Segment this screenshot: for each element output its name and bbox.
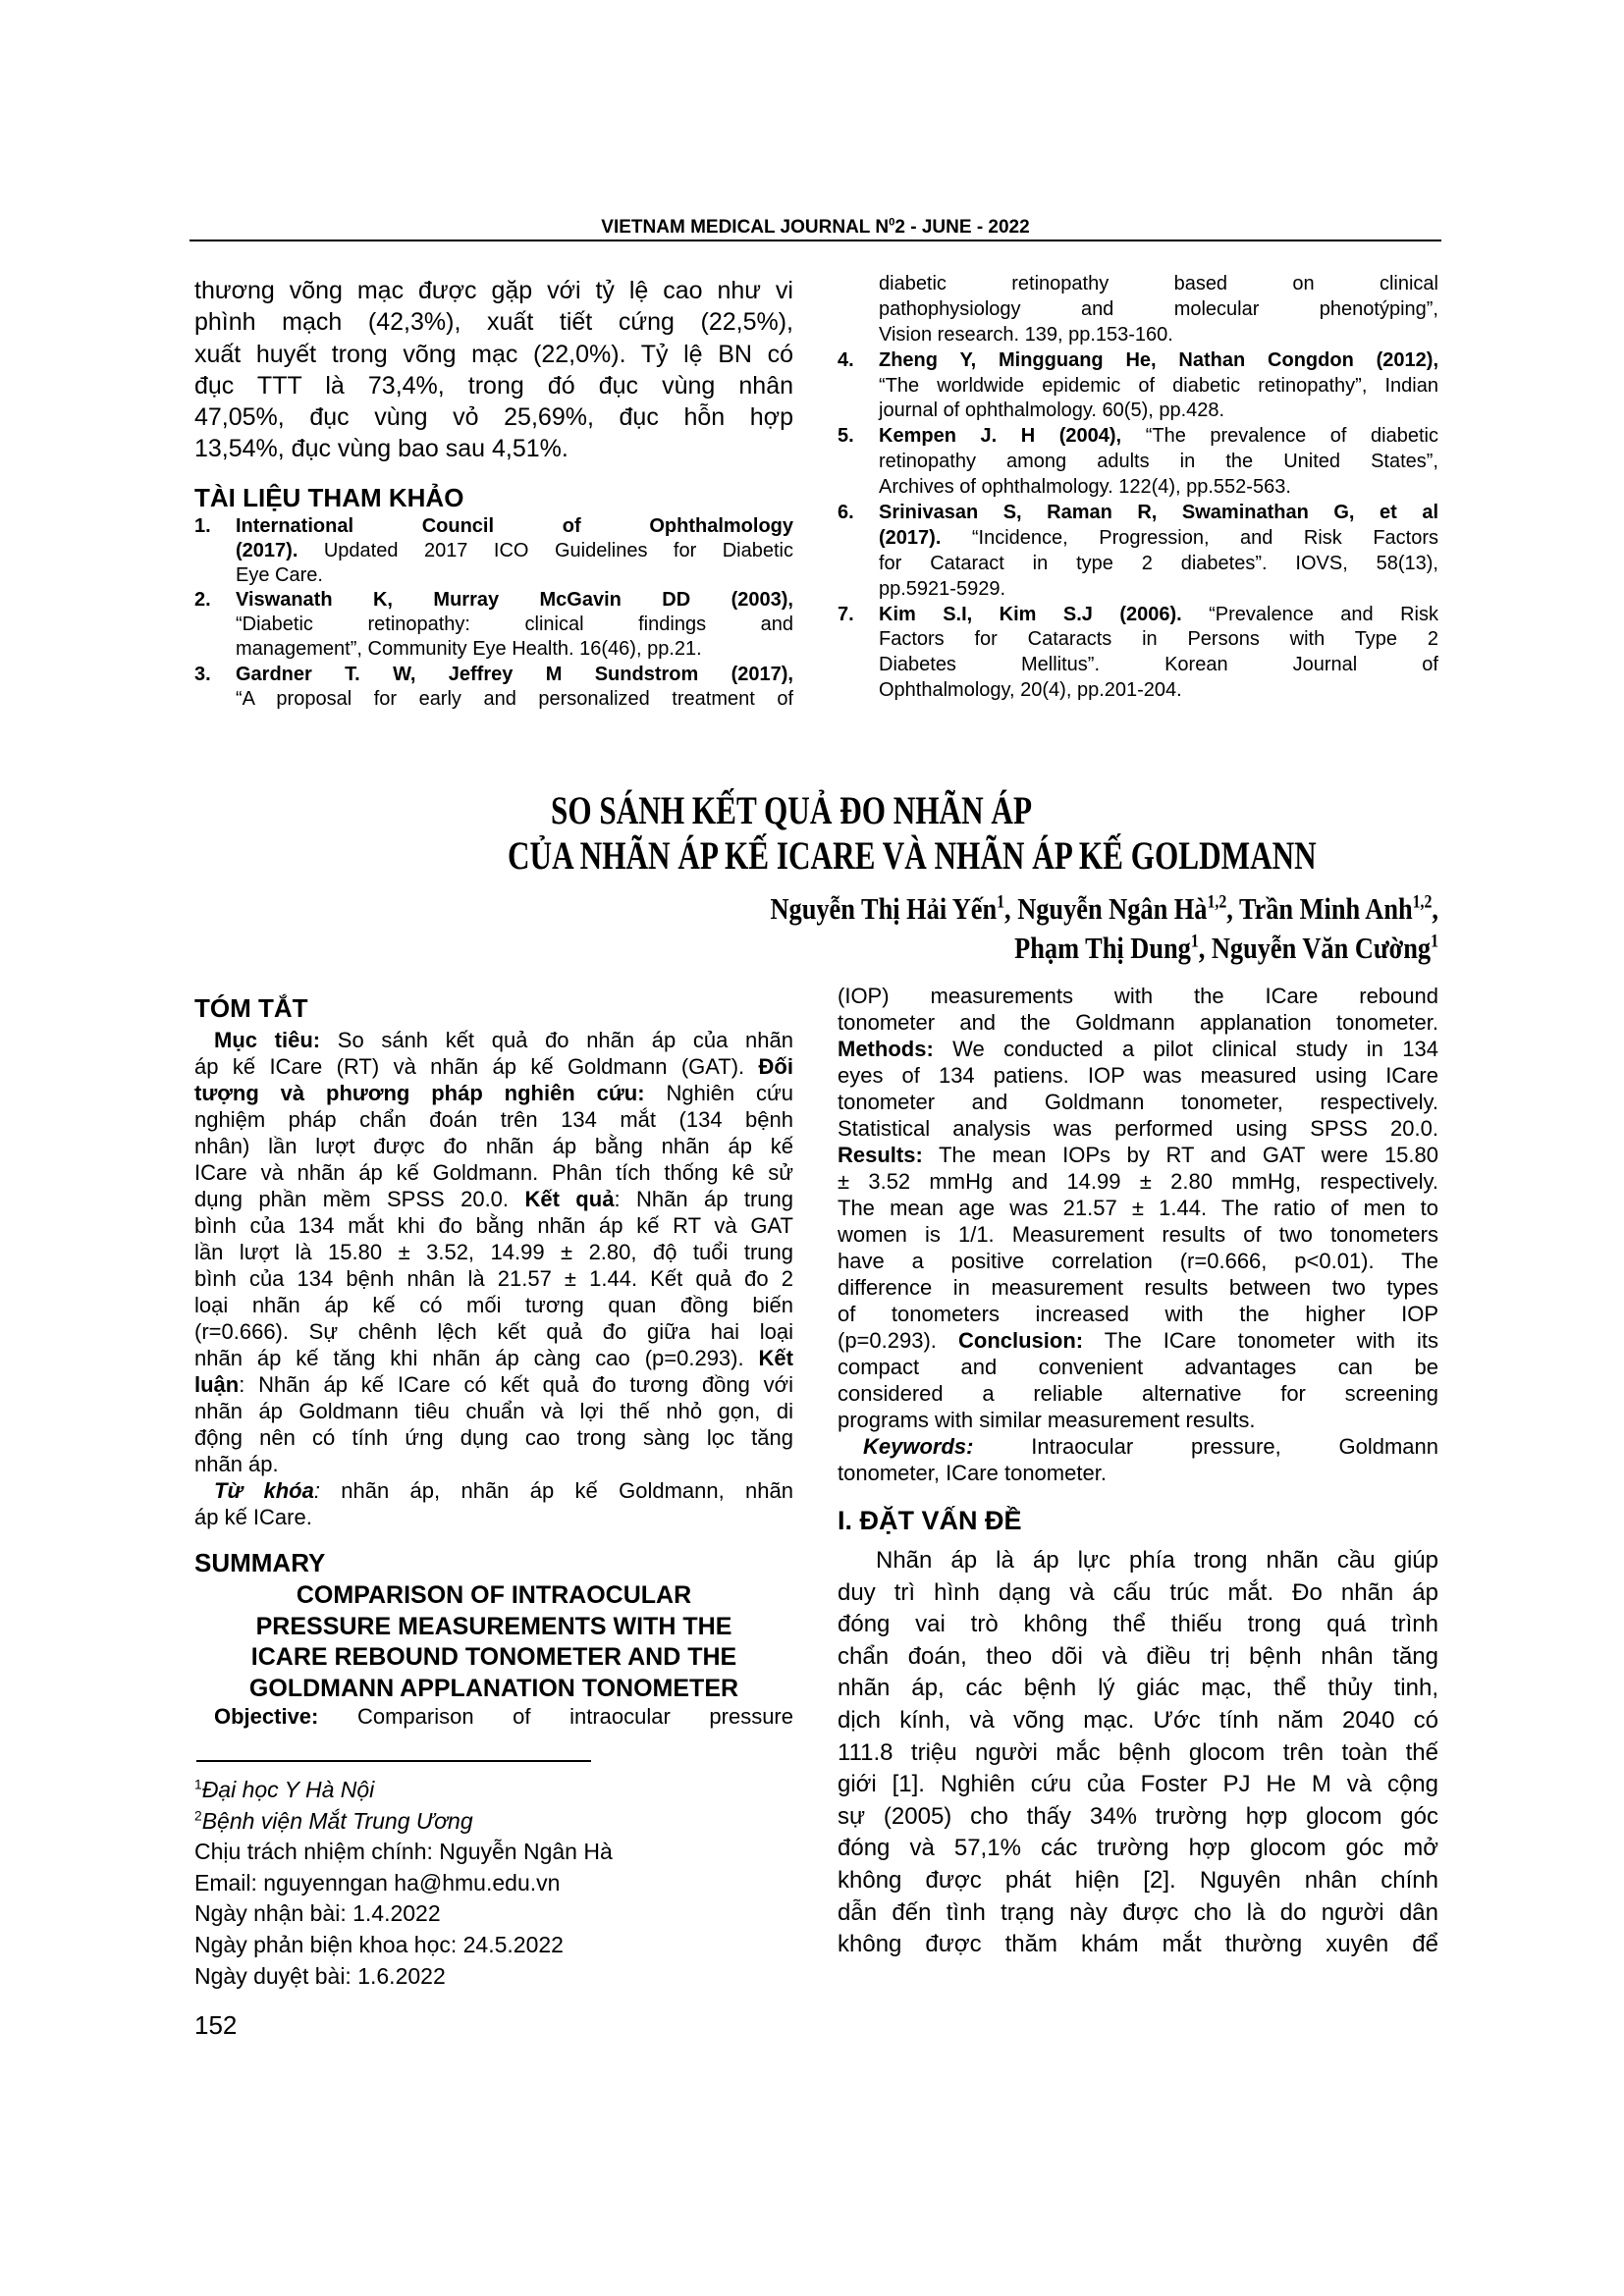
previous-article-conclusion <box>194 275 793 465</box>
text-line <box>838 1577 1438 1610</box>
text-run: tonometer and Goldmann tonometer, respectively. <box>838 1090 1438 1114</box>
text-line <box>879 501 1438 526</box>
text-run: , Nguyễn Ngân Hà <box>1004 891 1208 926</box>
text-run: Nghiên cứu <box>644 1081 794 1105</box>
tu-khoa-keywords <box>194 1477 793 1530</box>
text-run: duy trì hình dạng và cấu trúc mắt. Đo nhãn áp <box>838 1578 1438 1606</box>
text-line <box>838 1769 1438 1801</box>
text-run: management”, Community Eye Health. 16(46), pp.21. <box>236 638 702 661</box>
text-line <box>194 1477 793 1504</box>
text-run: lần lượt là 15.80 ± 3.52, 14.99 ± 2.80, độ tuổi trung <box>194 1240 793 1264</box>
text-run: Results: <box>838 1143 923 1167</box>
text-run: (2017). <box>236 540 298 562</box>
text-line <box>838 1115 1438 1142</box>
text-run: “Incidence, Progression, and Risk Factors <box>941 526 1438 549</box>
text-line <box>194 433 793 464</box>
text-line <box>879 475 1438 501</box>
text-line <box>194 1580 793 1612</box>
text-line <box>838 1897 1438 1930</box>
text-line <box>838 1142 1438 1168</box>
text-run: nhãn áp, nhãn áp kế Goldmann, nhãn <box>319 1478 793 1503</box>
text-run: journal of ophthalmology. 60(5), pp.428. <box>879 400 1225 422</box>
reference-text <box>879 603 1438 705</box>
text-line <box>194 1775 793 1806</box>
reference-number: 2. <box>194 589 211 612</box>
text-line <box>194 1265 793 1292</box>
text-line <box>194 306 793 338</box>
text-line <box>194 1837 793 1868</box>
text-line <box>838 1274 1438 1301</box>
text-line <box>838 1089 1438 1115</box>
superscript: 1,2 <box>1207 891 1227 913</box>
superscript: 2 <box>194 1807 202 1823</box>
text-line <box>194 1159 793 1186</box>
journal-header <box>189 214 1441 241</box>
text-line <box>194 1504 793 1530</box>
text-run: Statistical analysis was performed using SPSS 20.0. <box>838 1116 1438 1141</box>
text-line <box>194 370 793 401</box>
superscript: 1 <box>194 1777 202 1792</box>
reference-number: 7. <box>838 603 854 625</box>
text-line <box>838 1354 1438 1380</box>
text-run: 2 - JUNE - 2022 <box>894 217 1030 238</box>
reference-number: 6. <box>838 502 854 524</box>
text-line <box>879 526 1438 552</box>
text-run: difference in measurement results between two types <box>838 1275 1438 1300</box>
text-run: đục TTT là 73,4%, trong đó đục vùng nhân <box>194 371 793 400</box>
text-run: đóng vai trò không thể thiếu trong quá trình <box>838 1611 1438 1638</box>
text-run: , Nguyễn Văn Cường <box>1198 931 1432 965</box>
text-run: áp kế ICare (RT) và nhãn áp kế Goldmann (GAT). <box>194 1054 759 1079</box>
text-run: “The worldwide epidemic of diabetic retinopathy”, Indian <box>879 374 1438 397</box>
reference-text <box>236 663 793 712</box>
text-run: bình của 134 mắt khi đo bằng nhãn áp kế RT và GAT <box>194 1213 793 1238</box>
text-line <box>194 275 793 306</box>
text-run: áp kế ICare. <box>194 1505 312 1529</box>
text-run: tượng và phương pháp nghiên cứu: <box>194 1081 645 1105</box>
text-line <box>194 1930 793 1961</box>
section-1-heading: I. ĐẶT VẤN ĐỀ <box>838 1506 1022 1535</box>
reference-item <box>194 514 793 588</box>
text-run: (IOP) measurements with the ICare rebound <box>838 984 1438 1008</box>
text-run: Objective: <box>214 1704 319 1729</box>
text-line <box>838 1737 1438 1770</box>
text-line <box>687 889 1438 929</box>
text-line <box>194 1674 793 1705</box>
footnotes <box>194 1775 793 1992</box>
text-run: dụng phần mềm SPSS 20.0. <box>194 1187 525 1211</box>
text-run: nhãn áp Goldmann tiêu chuẩn và lợi thế nhỏ gọn, di <box>194 1399 793 1423</box>
text-line <box>236 514 793 539</box>
text-run: không được thăm khám mắt thường xuyên để <box>838 1931 1438 1958</box>
text-line <box>194 339 793 370</box>
text-line <box>194 1080 793 1106</box>
text-line <box>879 374 1438 400</box>
text-run: giới [1]. Nghiên cứu của Foster PJ He M và cộng <box>838 1771 1438 1798</box>
text-run: eyes of 134 patiens. IOP was measured using ICare <box>838 1063 1438 1088</box>
text-line <box>879 399 1438 424</box>
text-run: Comparison of intraocular pressure <box>318 1704 793 1729</box>
text-run: pp.5921-5929. <box>879 577 1006 600</box>
text-line <box>194 1186 793 1212</box>
text-run: Ngày phản biện khoa học: 24.5.2022 <box>194 1931 564 1957</box>
article-title-line-2: CỦA NHÃN ÁP KẾ ICARE VÀ NHÃN ÁP KẾ GOLDMANN <box>508 833 1317 878</box>
text-run: Email: nguyenngan ha@hmu.edu.vn <box>194 1869 561 1896</box>
text-run: 111.8 triệu người mắc bệnh glocom trên toàn thế <box>838 1738 1438 1766</box>
text-line <box>838 1221 1438 1248</box>
text-run: : Nhãn áp trung <box>614 1187 793 1211</box>
text-run: retinopathy among adults in the United States”, <box>879 451 1438 473</box>
text-line <box>838 1380 1438 1407</box>
text-run: Methods: <box>838 1037 934 1061</box>
text-run: nhãn áp, các bệnh lý giác mạc, thể thủy tinh, <box>838 1675 1438 1702</box>
references-left <box>194 514 793 712</box>
text-run: phình mạch (42,3%), xuất tiết cứng (22,5%), <box>194 308 793 337</box>
text-run: “Prevalence and Risk <box>1181 603 1438 625</box>
text-line <box>194 1053 793 1080</box>
text-line <box>838 1460 1438 1486</box>
text-run: loại nhãn áp kế có mối tương quan đồng biến <box>194 1293 793 1317</box>
text-run: Ngày nhận bài: 1.4.2022 <box>194 1900 441 1927</box>
text-run: Conclusion: <box>958 1328 1084 1353</box>
reference-text <box>879 501 1438 603</box>
text-line <box>879 577 1438 603</box>
text-line <box>838 1062 1438 1089</box>
text-run: (p=0.293). <box>838 1328 958 1353</box>
text-line <box>838 1609 1438 1641</box>
text-line <box>194 1451 793 1477</box>
text-run: Phạm Thị Dung <box>1014 931 1191 965</box>
reference-number: 3. <box>194 663 211 685</box>
text-run: dịch kính, và võng mạc. Ước tính năm 2040 có <box>838 1706 1438 1734</box>
text-run: ICARE REBOUND TONOMETER AND THE <box>250 1643 737 1672</box>
superscript: 1 <box>1190 931 1199 952</box>
text-line <box>838 1833 1438 1865</box>
reference-text <box>879 348 1438 425</box>
superscript: 1 <box>997 891 1005 913</box>
keywords <box>838 1433 1438 1486</box>
superscript: 1,2 <box>1412 891 1433 913</box>
text-run: Vision research. 139, pp.153-160. <box>879 323 1173 346</box>
text-line <box>838 1801 1438 1834</box>
text-run: nhãn áp kế tăng khi nhãn áp càng cao (p=0.293). <box>194 1346 759 1370</box>
reference-text <box>879 424 1438 501</box>
text-line <box>236 588 793 613</box>
superscript: 1 <box>1431 931 1438 952</box>
reference-text <box>236 514 793 588</box>
text-line <box>687 929 1438 968</box>
text-run: động nên có tính ứng dụng cao trong sàng lọc tăng <box>194 1425 793 1450</box>
authors <box>687 889 1438 968</box>
text-run: women is 1/1. Measurement results of two tonometers <box>838 1222 1438 1247</box>
text-line <box>236 687 793 712</box>
text-run: sự (2005) cho thấy 34% trường hợp glocom góc <box>838 1802 1438 1830</box>
text-run: compact and convenient advantages can be <box>838 1355 1438 1379</box>
text-run: Factors for Cataracts in Persons with Type 2 <box>879 628 1438 651</box>
text-line <box>879 272 1438 297</box>
text-run: for Cataract in type 2 diabetes”. IOVS, 58(13), <box>879 552 1438 574</box>
text-line <box>838 1009 1438 1036</box>
reference-item <box>838 272 1438 348</box>
summary-objective <box>194 1701 793 1733</box>
text-line <box>838 1248 1438 1274</box>
text-line <box>194 1868 793 1899</box>
text-line <box>236 539 793 563</box>
text-run: nhãn áp. <box>194 1452 279 1476</box>
text-run: COMPARISON OF INTRAOCULAR <box>296 1581 692 1609</box>
references-heading: TÀI LIỆU THAM KHẢO <box>194 483 464 512</box>
text-line <box>879 603 1438 628</box>
summary-abstract-continued <box>838 983 1438 1433</box>
reference-number: 1. <box>194 515 211 537</box>
text-run: tonometer and the Goldmann applanation tonometer. <box>838 1010 1438 1035</box>
text-line <box>838 1433 1438 1460</box>
text-run: thương võng mạc được gặp với tỷ lệ cao như vi <box>194 277 793 304</box>
text-line <box>236 663 793 687</box>
reference-item <box>838 424 1438 501</box>
text-run: Đại học Y Hà Nội <box>201 1777 375 1802</box>
text-run: chẩn đoán, theo dõi và điều trị bệnh nhân tăng <box>838 1642 1438 1670</box>
text-run: , <box>1432 891 1438 926</box>
text-line <box>879 348 1438 374</box>
text-line <box>879 653 1438 678</box>
article-title <box>508 788 1544 879</box>
text-line <box>236 637 793 662</box>
text-line <box>194 1133 793 1159</box>
header-rule <box>189 240 1441 241</box>
text-line <box>194 1345 793 1371</box>
text-run: International Council of Ophthalmology <box>236 515 793 537</box>
text-run: Kết <box>758 1346 793 1370</box>
references-right <box>838 272 1438 704</box>
text-run: “A proposal for early and personalized treatment of <box>236 687 793 710</box>
text-line <box>194 1292 793 1318</box>
text-line <box>838 1929 1438 1961</box>
text-line <box>194 1898 793 1930</box>
text-run: Intraocular pressure, Goldmann <box>973 1434 1438 1459</box>
text-line <box>838 1641 1438 1674</box>
text-run: bình của 134 bệnh nhân là 21.57 ± 1.44. Kết quả đo 2 <box>194 1266 793 1291</box>
reference-item <box>838 603 1438 705</box>
text-run: VIETNAM MEDICAL JOURNAL N <box>601 217 890 238</box>
text-run: Srinivasan S, Raman R, Swaminathan G, et al <box>879 502 1438 524</box>
text-run: Gardner T. W, Jeffrey M Sundstrom (2017), <box>236 663 793 685</box>
text-line <box>838 1705 1438 1737</box>
reference-item <box>194 663 793 712</box>
text-run: Chịu trách nhiệm chính: Nguyễn Ngân Hà <box>194 1839 613 1865</box>
text-run: Zheng Y, Mingguang He, Nathan Congdon (2012), <box>879 348 1438 371</box>
text-line <box>194 1806 793 1838</box>
text-run: ± 3.52 mmHg and 14.99 ± 2.80 mmHg, respectively. <box>838 1169 1438 1194</box>
reference-item <box>838 501 1438 603</box>
text-line <box>194 1318 793 1345</box>
text-line <box>838 1168 1438 1195</box>
text-line <box>838 1865 1438 1897</box>
text-line <box>879 678 1438 704</box>
text-run: xuất huyết trong võng mạc (22,0%). Tỷ lệ BN có <box>194 340 793 368</box>
text-line <box>194 1424 793 1451</box>
text-run: “Diabetic retinopathy: clinical findings and <box>236 614 793 636</box>
text-line <box>838 1407 1438 1433</box>
text-line <box>194 1106 793 1133</box>
text-run: 13,54%, đục vùng bao sau 4,51%. <box>194 435 568 463</box>
summary-heading: SUMMARY <box>194 1548 326 1577</box>
text-line <box>194 1212 793 1239</box>
article-title-line-1: SO SÁNH KẾT QUẢ ĐO NHÃN ÁP <box>551 788 1033 832</box>
text-line <box>879 450 1438 475</box>
text-line <box>194 1398 793 1424</box>
text-line <box>838 1301 1438 1327</box>
text-run: The ICare tonometer with its <box>1083 1328 1439 1353</box>
text-line <box>194 1371 793 1398</box>
text-run: ICare và nhãn áp kế Goldmann. Phân tích thống kê sử <box>194 1160 793 1185</box>
text-run: dẫn đến tình trạng này được cho là do người dân <box>838 1898 1438 1926</box>
text-run: Đối <box>758 1054 793 1079</box>
text-run: The mean age was 21.57 ± 1.44. The ratio of men to <box>838 1196 1438 1220</box>
text-line <box>879 424 1438 450</box>
summary-title <box>194 1580 793 1704</box>
text-line <box>838 983 1438 1009</box>
text-run: luận <box>194 1372 240 1397</box>
reference-text <box>879 272 1438 348</box>
text-line <box>194 1239 793 1265</box>
text-line <box>194 1642 793 1674</box>
text-run: Eye Care. <box>236 564 323 587</box>
text-run: Kết quả <box>524 1187 615 1211</box>
text-line <box>194 1961 793 1993</box>
text-run: : Nhãn áp kế ICare có kết quả đo tương đồng với <box>239 1372 793 1397</box>
footnote-rule <box>196 1760 591 1762</box>
text-line <box>879 323 1438 348</box>
text-line <box>194 1701 793 1733</box>
text-line <box>879 297 1438 323</box>
text-run: Kempen J. H (2004), <box>879 425 1122 448</box>
text-run: Archives of ophthalmology. 122(4), pp.552-563. <box>879 476 1291 499</box>
text-run: PRESSURE MEASUREMENTS WITH THE <box>255 1612 732 1640</box>
text-run: of tonometers increased with the higher IOP <box>838 1302 1438 1326</box>
text-line <box>879 627 1438 653</box>
section-1-body <box>838 1545 1438 1961</box>
text-run: So sánh kết quả đo nhãn áp của nhãn <box>320 1028 793 1052</box>
page-number: 152 <box>194 2010 238 2040</box>
text-line <box>879 552 1438 577</box>
text-run: diabetic retinopathy based on clinical <box>879 273 1438 294</box>
text-run: Diabetes Mellitus”. Korean Journal of <box>879 654 1438 676</box>
text-line <box>194 401 793 433</box>
text-run: Viswanath K, Murray McGavin DD (2003), <box>236 589 793 612</box>
text-run: đóng và 57,1% các trường hợp glocom góc mở <box>838 1835 1438 1862</box>
text-run: The mean IOPs by RT and GAT were 15.80 <box>922 1143 1438 1167</box>
text-run: tonometer, ICare tonometer. <box>838 1461 1107 1485</box>
text-run: Kim S.I, Kim S.J (2006). <box>879 603 1182 625</box>
text-run: GOLDMANN APPLANATION TONOMETER <box>248 1674 739 1702</box>
text-line <box>189 214 1441 241</box>
reference-text <box>236 588 793 662</box>
reference-item <box>194 588 793 662</box>
text-run: pathophysiology and molecular phenotýping”, <box>879 297 1438 320</box>
reference-item <box>838 348 1438 425</box>
text-line <box>838 1195 1438 1221</box>
text-line <box>236 613 793 637</box>
text-run: : <box>313 1478 320 1503</box>
text-run: Nguyễn Thị Hải Yến <box>770 891 998 926</box>
text-run: không được phát hiện [2]. Nguyên nhân chính <box>838 1866 1438 1894</box>
text-run: considered a reliable alternative for screening <box>838 1381 1438 1406</box>
reference-number: 5. <box>838 425 854 448</box>
tom-tat-heading: TÓM TẮT <box>194 993 308 1023</box>
text-run: “The prevalence of diabetic <box>1121 425 1438 448</box>
text-run: Keywords: <box>863 1434 974 1459</box>
text-line <box>236 563 793 588</box>
text-line <box>838 1673 1438 1705</box>
text-run: nhân) lần lượt được đo nhãn áp bằng nhãn áp kế <box>194 1134 793 1158</box>
text-run: Ophthalmology, 20(4), pp.201-204. <box>879 679 1182 702</box>
text-run: nghiệm pháp chẩn đoán trên 134 mắt (134 bệnh <box>194 1107 793 1132</box>
text-run: , Trần Minh Anh <box>1226 891 1413 926</box>
text-line <box>838 1545 1438 1577</box>
text-line <box>194 1612 793 1643</box>
text-run: have a positive correlation (r=0.666, p<0.01). The <box>838 1249 1438 1273</box>
text-run: Mục tiêu: <box>214 1028 321 1052</box>
text-run: 47,05%, đục vùng vỏ 25,69%, đục hỗn hợp <box>194 403 793 432</box>
text-run: (r=0.666). Sự chênh lệch kết quả đo giữa hai loại <box>194 1319 793 1344</box>
text-run: Bệnh viện Mắt Trung Ương <box>201 1807 473 1834</box>
text-line <box>838 1327 1438 1354</box>
text-run: We conducted a pilot clinical study in 134 <box>933 1037 1438 1061</box>
text-line <box>838 1036 1438 1062</box>
reference-number: 4. <box>838 348 854 371</box>
text-run: Nhãn áp là áp lực phía trong nhãn cầu giúp <box>876 1547 1438 1574</box>
text-run: programs with similar measurement results. <box>838 1408 1256 1432</box>
text-run: Ngày duyệt bài: 1.6.2022 <box>194 1962 446 1989</box>
text-run: (2017). <box>879 526 942 549</box>
text-run: Từ khóa <box>214 1478 314 1503</box>
superscript: 0 <box>889 216 895 229</box>
tom-tat-abstract <box>194 1027 793 1477</box>
text-line <box>194 1027 793 1053</box>
text-run: Updated 2017 ICO Guidelines for Diabetic <box>298 540 793 562</box>
